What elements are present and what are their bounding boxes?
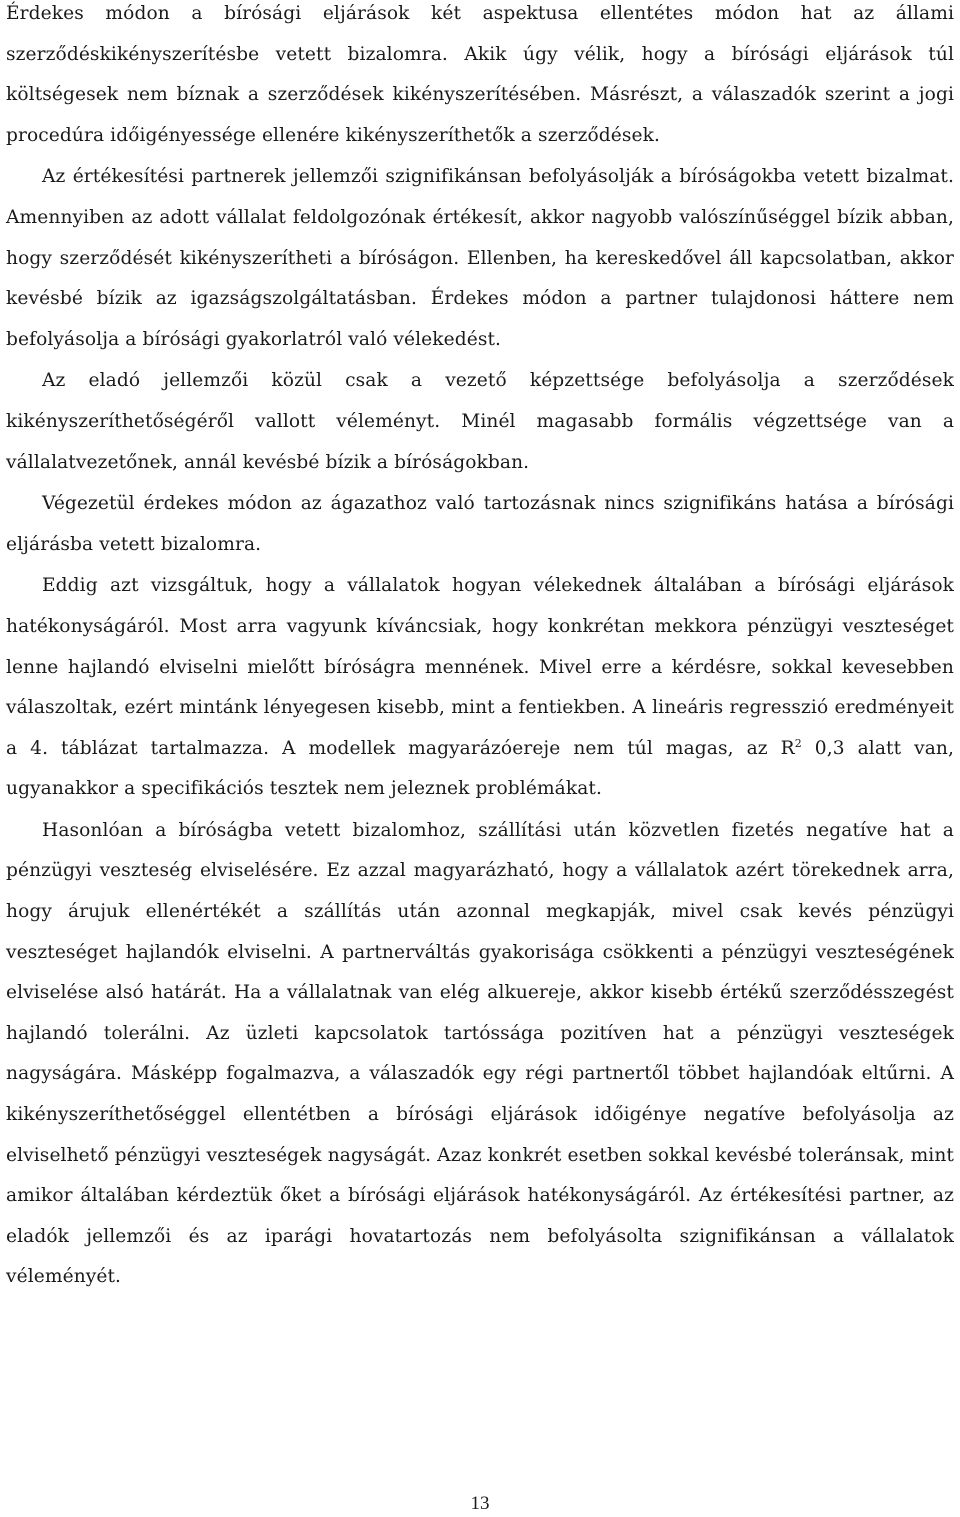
paragraph-5	[6, 566, 954, 810]
paragraph-4: Végezetül érdekes módon az ágazathoz való tartozásnak nincs szignifikáns hatása a bírósági eljárásba vetett bizalomra.	[6, 493, 954, 555]
paragraph-2: Az értékesítési partnerek jellemzői szignifikánsan befolyásolják a bíróságokba vetett bizalmat. Amennyiben az adott vállalat feldolgozónak értékesít, akkor nagyobb valószínűséggel bízik abban, hogy szerződését kikényszerítheti a bíróságon. Ellenben, ha kereskedővel áll kapcsolatban, akkor kevésbé bízik az igazságszolgáltatásban. Érdekes módon a partner tulajdonosi háttere nem befolyásolja a bírósági gyakorlatról való vélekedést.	[6, 166, 954, 350]
paragraph-6: Hasonlóan a bíróságba vetett bizalomhoz, szállítási után közvetlen fizetés negatíve hat a pénzügyi veszteség elviselésére. Ez azzal magyarázható, hogy a vállalatok azért törekednek arra, hogy árujuk ellenértékét a szállítás után azonnal megkapják, mivel csak kevés pénzügyi veszteséget hajlandók elviselni. A partnerváltás gyakorisága csökkenti a pénzügyi veszteségének elviselése alsó határát. Ha a vállalatnak van elég alkuereje, akkor kisebb értékű szerződésszegést hajlandó tolerálni. Az üzleti kapcsolatok tartóssága pozitíven hat a pénzügyi veszteségek nagyságára. Másképp fogalmazva, a válaszadók egy régi partnertől többet hajlandóak eltűrni. A kikényszeríthetőséggel ellentétben a bírósági eljárások időigénye negatíve befolyásolja az elviselhető pénzügyi veszteségek nagyságát. Azaz konkrét esetben sokkal kevésbé toleránsak, mint amikor általában kérdeztük őket a bírósági eljárások hatékonyságáról. Az értékesítési partner, az eladók jellemzői és az iparági hovatartozás nem befolyásolta szignifikánsan a vállalatok véleményét.	[6, 819, 954, 1288]
paragraph-1: Érdekes módon a bírósági eljárások két aspektusa ellentétes módon hat az állami szerződéskikényszerítésbe vetett bizalomra. Akik úgy vélik, hogy a bírósági eljárások túl költségesek nem bíznak a szerződések kikényszerítésében. Másrészt, a válaszadók szerint a jogi procedúra időigényessége ellenére kikényszeríthetők a szerződések.	[6, 3, 954, 146]
page-number: 13	[470, 1493, 490, 1514]
r-squared-superscript: 2	[794, 736, 802, 750]
r-squared-label: az R	[746, 737, 795, 759]
paragraph-5-tail: 0,3 alatt van, ugyanakkor a specifikációs tesztek nem jeleznek problémákat.	[6, 737, 954, 800]
paragraph-5-text: Eddig azt vizsgáltuk, hogy a vállalatok hogyan vélekednek általában a bírósági eljárások hatékonyságáról. Most arra vagyunk kíváncsiak, hogy konkrétan mekkora pénzügyi veszteséget lenne hajlandó elviselni mielőtt bíróságra mennének. Mivel erre a kérdésre, sokkal kevesebben válaszoltak, ezért mintánk lényegesen kisebb, mint a fentiekben. A lineáris regresszió eredményeit a 4. táblázat tartalmazza. A modellek magyarázóereje nem túl magas,	[6, 575, 954, 759]
paragraph-3: Az eladó jellemzői közül csak a vezető képzettsége befolyásolja a szerződések kikényszeríthetőségéről vallott véleményt. Minél magasabb formális végzettsége van a vállalatvezetőnek, annál kevésbé bízik a bíróságokban.	[6, 370, 954, 473]
document-page	[6, 0, 954, 1298]
